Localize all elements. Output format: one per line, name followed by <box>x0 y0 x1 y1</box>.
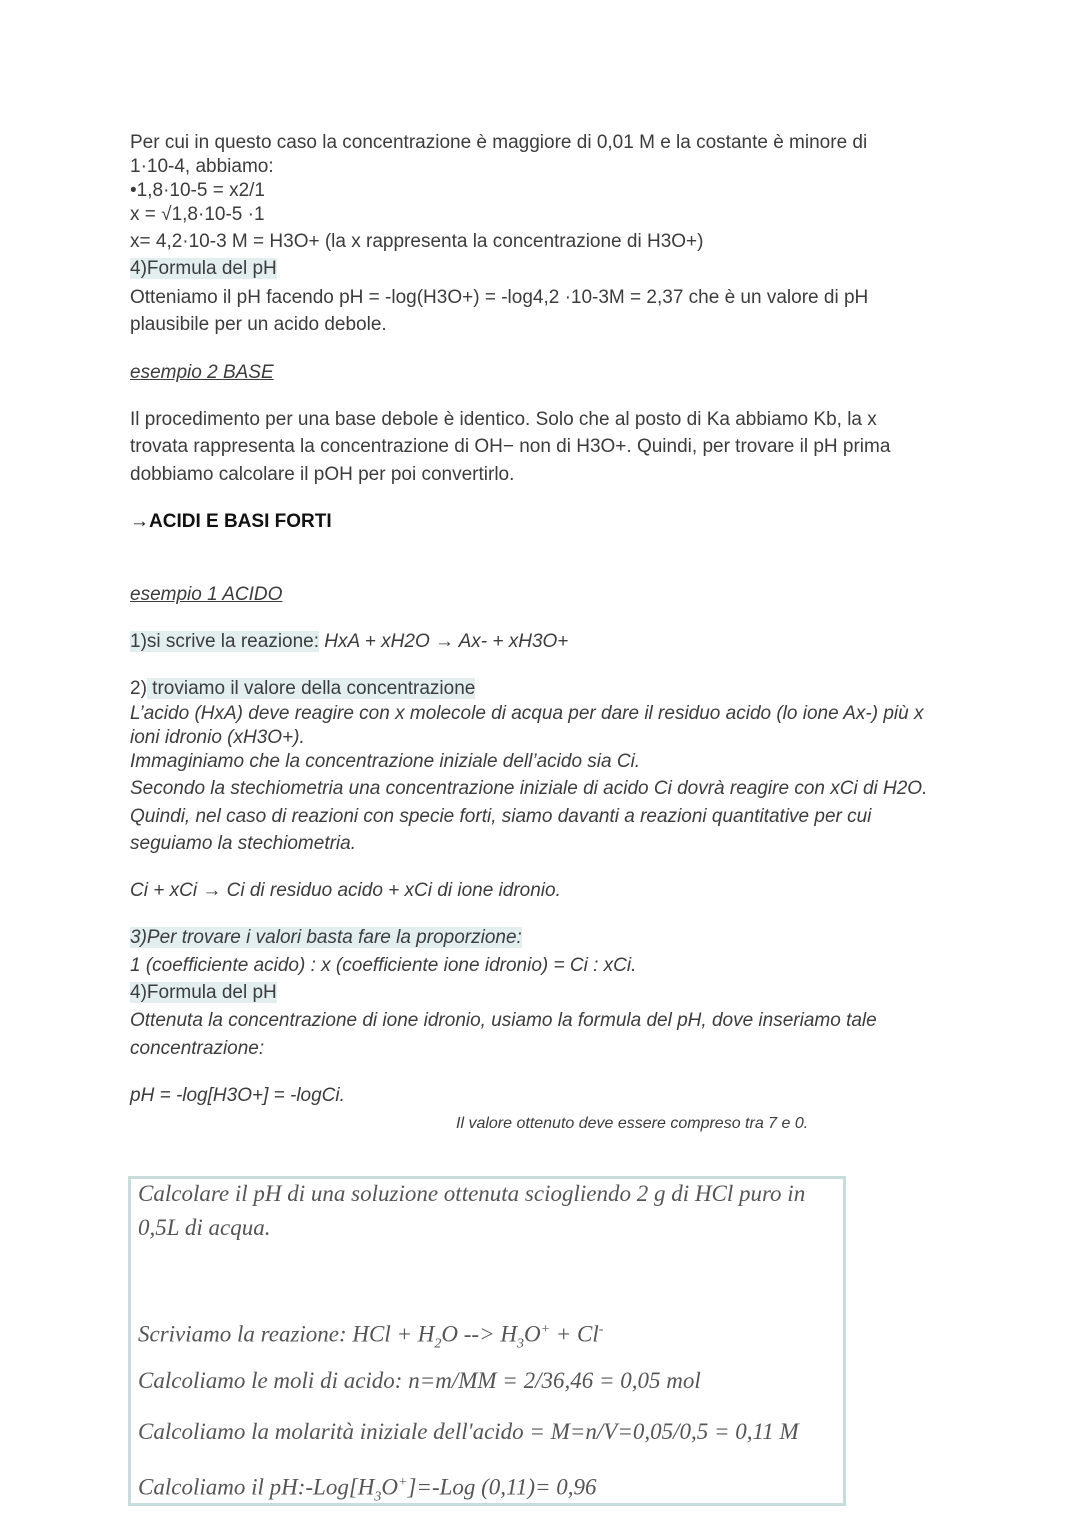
section-heading: →ACIDI E BASI FORTI <box>130 511 332 532</box>
text-line: ioni idronio (xH3O+). <box>130 727 305 748</box>
text-line: trovata rappresenta la concentrazione di OH− non di H3O+. Quindi, per trovare il pH prima <box>130 436 891 457</box>
text-line: 1 (coefficiente acido) : x (coefficiente ione idronio) = Ci : xCi. <box>130 955 637 976</box>
step-4 <box>130 981 277 1005</box>
note: Il valore ottenuto deve essere compreso tra 7 e 0. <box>456 1115 809 1132</box>
exercise-ph <box>138 1468 597 1512</box>
ph-part: O <box>381 1474 399 1500</box>
subheading-ph-formula <box>130 257 277 281</box>
text-line: L’acido (HxA) deve reagire con x molecole di acqua per dare il residuo acido (lo ione Ax-) più x <box>130 703 924 724</box>
example-title: esempio 2 BASE <box>130 362 274 383</box>
highlight: 1)si scrive la reazione: <box>130 631 320 652</box>
reaction-equation: HxA + xH2O → Ax- + xH3O+ <box>319 631 569 652</box>
highlight: 3)Per trovare i valori basta fare la proporzione: <box>130 927 522 948</box>
step-2 <box>130 677 475 701</box>
superscript: + <box>398 1475 408 1490</box>
text-line: seguiamo la stechiometria. <box>130 833 356 854</box>
ph-part: Calcoliamo il pH:-Log[H <box>138 1474 375 1500</box>
text-line: Immaginiamo che la concentrazione iniziale dell’acido sia Ci. <box>130 751 641 772</box>
subscript: 2 <box>434 1336 442 1352</box>
reaction-part: Scriviamo la reazione: HCl + H <box>138 1321 435 1347</box>
text-line: Otteniamo il pH facendo pH = -log(H3O+) = -log4,2 ·10-3M = 2,37 che è un valore di pH <box>130 287 869 308</box>
example-title: esempio 1 ACIDO <box>130 584 283 605</box>
text-line: Ottenuta la concentrazione di ione idronio, usiamo la formula del pH, dove inseriamo tale <box>130 1010 877 1031</box>
ph-formula: pH = -log[H3O+] = -logCi. <box>130 1085 345 1106</box>
subscript: 3 <box>516 1336 524 1352</box>
highlight: 4)Formula del pH <box>130 258 277 279</box>
highlight: troviamo il valore della concentrazione <box>146 678 476 699</box>
exercise-question: 0,5L di acqua. <box>138 1215 271 1240</box>
text-line: Secondo la stechiometria una concentrazione iniziale di acido Ci dovrà reagire con xCi di H2O. <box>130 778 928 799</box>
step-3 <box>130 926 522 950</box>
subscript: 3 <box>374 1489 382 1505</box>
reaction-part: O <box>523 1321 541 1347</box>
text-line: plausibile per un acido debole. <box>130 314 387 335</box>
text-line: 1·10-4, abbiamo: <box>130 156 274 177</box>
step-number: 2) <box>130 678 147 699</box>
step-1 <box>130 630 568 654</box>
text-line: x = √1,8·10-5 ·1 <box>130 204 265 225</box>
text-line: Ci + xCi → Ci di residuo acido + xCi di ione idronio. <box>130 880 561 901</box>
text-line: Quindi, nel caso di reazioni con specie forti, siamo davanti a reazioni quantitative per cui <box>130 806 872 827</box>
exercise-moles: Calcoliamo le moli di acido: n=m/MM = 2/36,46 = 0,05 mol <box>138 1368 701 1393</box>
text-line: dobbiamo calcolare il pOH per poi convertirlo. <box>130 464 515 485</box>
text-line: •1,8·10-5 = x2/1 <box>130 180 265 201</box>
superscript: - <box>598 1322 604 1337</box>
text-line: Il procedimento per una base debole è identico. Solo che al posto di Ka abbiamo Kb, la x <box>130 409 877 430</box>
exercise-reaction <box>138 1315 603 1359</box>
exercise-question: Calcolare il pH di una soluzione ottenuta sciogliendo 2 g di HCl puro in <box>138 1181 806 1206</box>
highlight: 4)Formula del pH <box>130 982 277 1003</box>
text-line: concentrazione: <box>130 1038 265 1059</box>
text-line: x= 4,2·10-3 M = H3O+ (la x rappresenta la concentrazione di H3O+) <box>130 231 704 252</box>
superscript: + <box>540 1322 551 1337</box>
text-line: Per cui in questo caso la concentrazione è maggiore di 0,01 M e la costante è minore di <box>130 132 868 153</box>
ph-part: ]=-Log (0,11)= 0,96 <box>407 1474 597 1500</box>
reaction-part: O --> H <box>441 1321 517 1347</box>
reaction-part: + Cl <box>550 1321 599 1347</box>
exercise-molarity: Calcoliamo la molarità iniziale dell'acido = M=n/V=0,05/0,5 = 0,11 M <box>138 1419 799 1444</box>
